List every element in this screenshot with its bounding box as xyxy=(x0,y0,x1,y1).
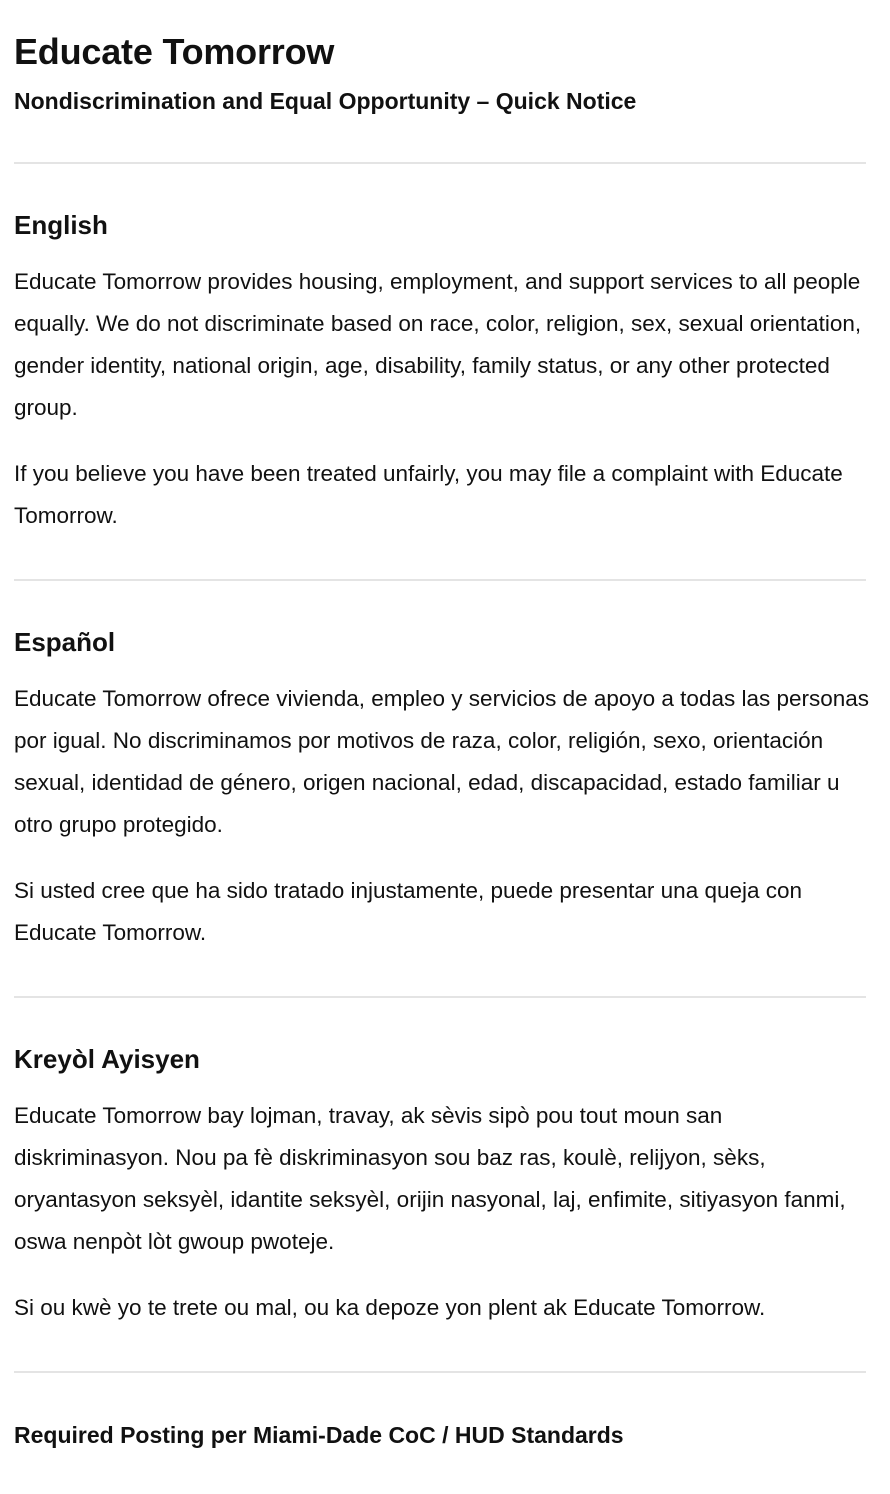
section-haitian-creole-paragraph-2: Si ou kwè yo te trete ou mal, ou ka depoze yon plent ak Educate Tomorrow. xyxy=(14,1295,766,1320)
required-posting-note: Required Posting per Miami-Dade CoC / HUD Standards xyxy=(14,1422,624,1448)
page-title: Educate Tomorrow xyxy=(14,31,335,72)
section-english xyxy=(14,164,866,579)
section-heading-spanish: Español xyxy=(14,627,116,657)
section-haitian-creole-paragraph-1: Educate Tomorrow bay lojman, travay, ak sèvis sipò pou tout moun san diskriminasyon. Nou pa fè diskriminasyon sou baz ras, koulè, relijyon, sèks, oryantasyon seksyèl, idantite seksyèl, orijin nasyonal, laj, enfimite, sitiyasyon fanmi, oswa nenpòt lòt gwoup pwoteje. xyxy=(14,1103,846,1254)
section-spanish xyxy=(14,581,870,996)
section-haitian-creole xyxy=(14,998,866,1371)
section-english-paragraph-1: Educate Tomorrow provides housing, employment, and support services to all people equally. We do not discriminate based on race, color, religion, sex, sexual orientation, gender identity, national origin, age, disability, family status, or any other protected group. xyxy=(14,269,862,420)
section-heading-haitian-creole: Kreyòl Ayisyen xyxy=(14,1044,200,1074)
section-heading-english: English xyxy=(14,210,108,240)
section-spanish-paragraph-1: Educate Tomorrow ofrece vivienda, empleo y servicios de apoyo a todas las personas por igual. No discriminamos por motivos de raza, color, religión, sexo, orientación sexual, identidad de género, origen nacional, edad, discapacidad, estado familiar u otro grupo protegido. xyxy=(14,686,870,837)
section-spanish-paragraph-2: Si usted cree que ha sido tratado injustamente, puede presentar una queja con Educate Tomorrow. xyxy=(14,878,803,945)
page-subtitle: Nondiscrimination and Equal Opportunity – Quick Notice xyxy=(14,88,637,114)
section-english-paragraph-2: If you believe you have been treated unfairly, you may file a complaint with Educate Tomorrow. xyxy=(14,461,843,528)
